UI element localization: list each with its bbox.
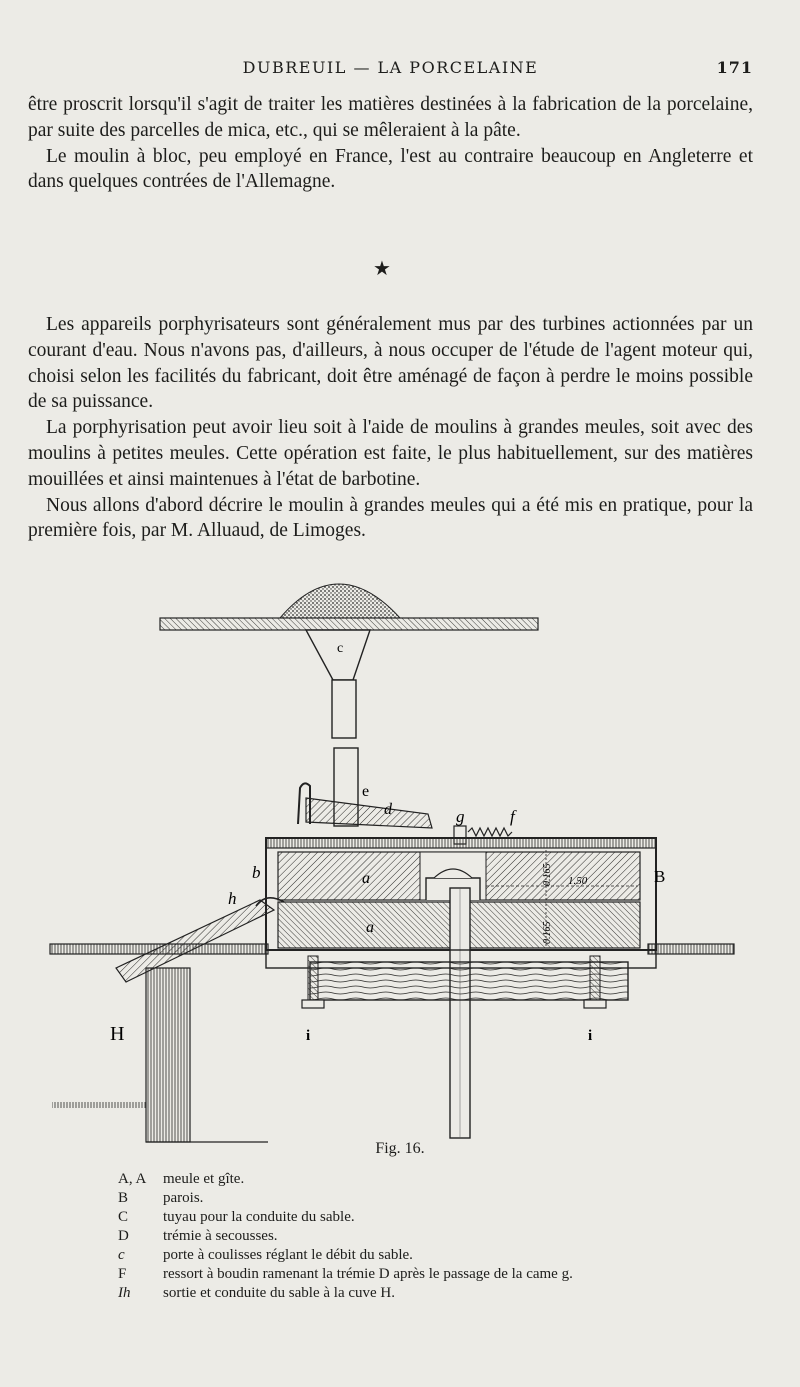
label-e: e bbox=[362, 783, 370, 800]
legend-key: Ih bbox=[118, 1285, 131, 1301]
label-a-top: a bbox=[362, 870, 370, 887]
label-g: g bbox=[456, 807, 465, 826]
legend-desc: meule et gîte. bbox=[163, 1171, 245, 1187]
legend-key: D bbox=[118, 1228, 129, 1244]
legend-desc: porte à coulisses réglant le débit du sable. bbox=[163, 1247, 413, 1263]
running-title: DUBREUIL — LA PORCELAINE bbox=[242, 58, 539, 77]
label-d: d bbox=[384, 801, 392, 818]
legend-key: A, A bbox=[118, 1171, 147, 1187]
legend-row bbox=[118, 1208, 573, 1227]
label-i-right: i bbox=[588, 1028, 593, 1044]
wooden-bed-beam bbox=[310, 962, 628, 1000]
water-line bbox=[52, 1102, 146, 1108]
figure-caption: Fig. 16. bbox=[375, 1140, 425, 1157]
mill-diagram-figure bbox=[48, 570, 738, 1145]
floor-beam-left bbox=[50, 944, 268, 954]
legend-row bbox=[118, 1265, 573, 1284]
paragraph: être proscrit lorsqu'il s'agit de traiter les matières destinées à la fabrication de la porcelaine, par suite des parcelles de mica, etc., qui se mêleraient à la pâte. bbox=[28, 94, 753, 141]
tank-H-wall bbox=[146, 968, 190, 1142]
figure-legend bbox=[118, 1170, 573, 1303]
label-i-left: i bbox=[306, 1028, 311, 1044]
sand-pile bbox=[280, 584, 400, 618]
legend-key: F bbox=[118, 1266, 127, 1282]
legend-desc: ressort à boudin ramenant la trémie D après le passage de la came g. bbox=[163, 1266, 573, 1282]
dim-label-width: 1.50 bbox=[568, 875, 588, 887]
legend-desc: sortie et conduite du sable à la cuve H. bbox=[163, 1285, 396, 1301]
legend-desc: parois. bbox=[163, 1190, 204, 1206]
legend-key: c bbox=[118, 1247, 125, 1263]
label-H: H bbox=[110, 1023, 125, 1045]
legend-desc: trémie à secousses. bbox=[163, 1228, 278, 1244]
legend-key: B bbox=[118, 1190, 129, 1206]
legend-key: C bbox=[118, 1209, 129, 1225]
legend-row bbox=[118, 1227, 573, 1246]
label-a-bottom: a bbox=[366, 919, 374, 936]
dim-label-bottom: 0.165 bbox=[542, 921, 553, 944]
floor-beam-right bbox=[648, 944, 734, 954]
shaker-hopper-D bbox=[306, 798, 432, 828]
text-block-top bbox=[28, 92, 753, 195]
vat-lid bbox=[266, 838, 656, 848]
legend-row bbox=[118, 1284, 573, 1303]
label-f: f bbox=[510, 807, 515, 826]
running-header bbox=[28, 58, 753, 82]
paragraph: La porphyrisation peut avoir lieu soit à l'aide de moulins à grandes meules, soit avec des moulins à petites meules. Cette opération est faite, le plus habituellement, sur des matières mouillées et ainsi maintenues à l'état de barbotine. bbox=[28, 417, 753, 490]
label-b: b bbox=[252, 863, 261, 882]
sand-pipe-upper bbox=[332, 680, 356, 738]
section-separator: ★ bbox=[373, 256, 391, 280]
paragraph: Les appareils porphyrisateurs sont généralement mus par des turbines actionnées par un courant d'eau. Nous n'avons pas, d'ailleurs, à nous occuper de l'étude de l'agent moteur qui, choisi selon les facilités du fabricant, doit être aménagé de façon à perdre le moins possible de sa puissance. bbox=[28, 314, 753, 413]
outlet-chute-h bbox=[116, 900, 274, 982]
legend-row bbox=[118, 1246, 573, 1265]
legend-row bbox=[118, 1170, 573, 1189]
page-number: 171 bbox=[716, 58, 753, 77]
hopper-platform bbox=[160, 618, 538, 630]
label-h: h bbox=[228, 889, 237, 908]
legend-row bbox=[118, 1189, 573, 1208]
paragraph: Le moulin à bloc, peu employé en France, l'est au contraire beaucoup en Angleterre et dans quelques contrées de l'Allemagne. bbox=[28, 145, 753, 193]
dim-label-top: 0.165 bbox=[542, 863, 553, 886]
label-B: B bbox=[654, 867, 666, 886]
text-block-bottom bbox=[28, 312, 753, 544]
spring-F bbox=[468, 828, 512, 836]
legend-desc: tuyau pour la conduite du sable. bbox=[163, 1209, 355, 1225]
paragraph: Nous allons d'abord décrire le moulin à grandes meules qui a été mis en pratique, pour la première fois, par M. Alluaud, de Limoges. bbox=[28, 494, 753, 542]
label-c: c bbox=[337, 641, 344, 656]
